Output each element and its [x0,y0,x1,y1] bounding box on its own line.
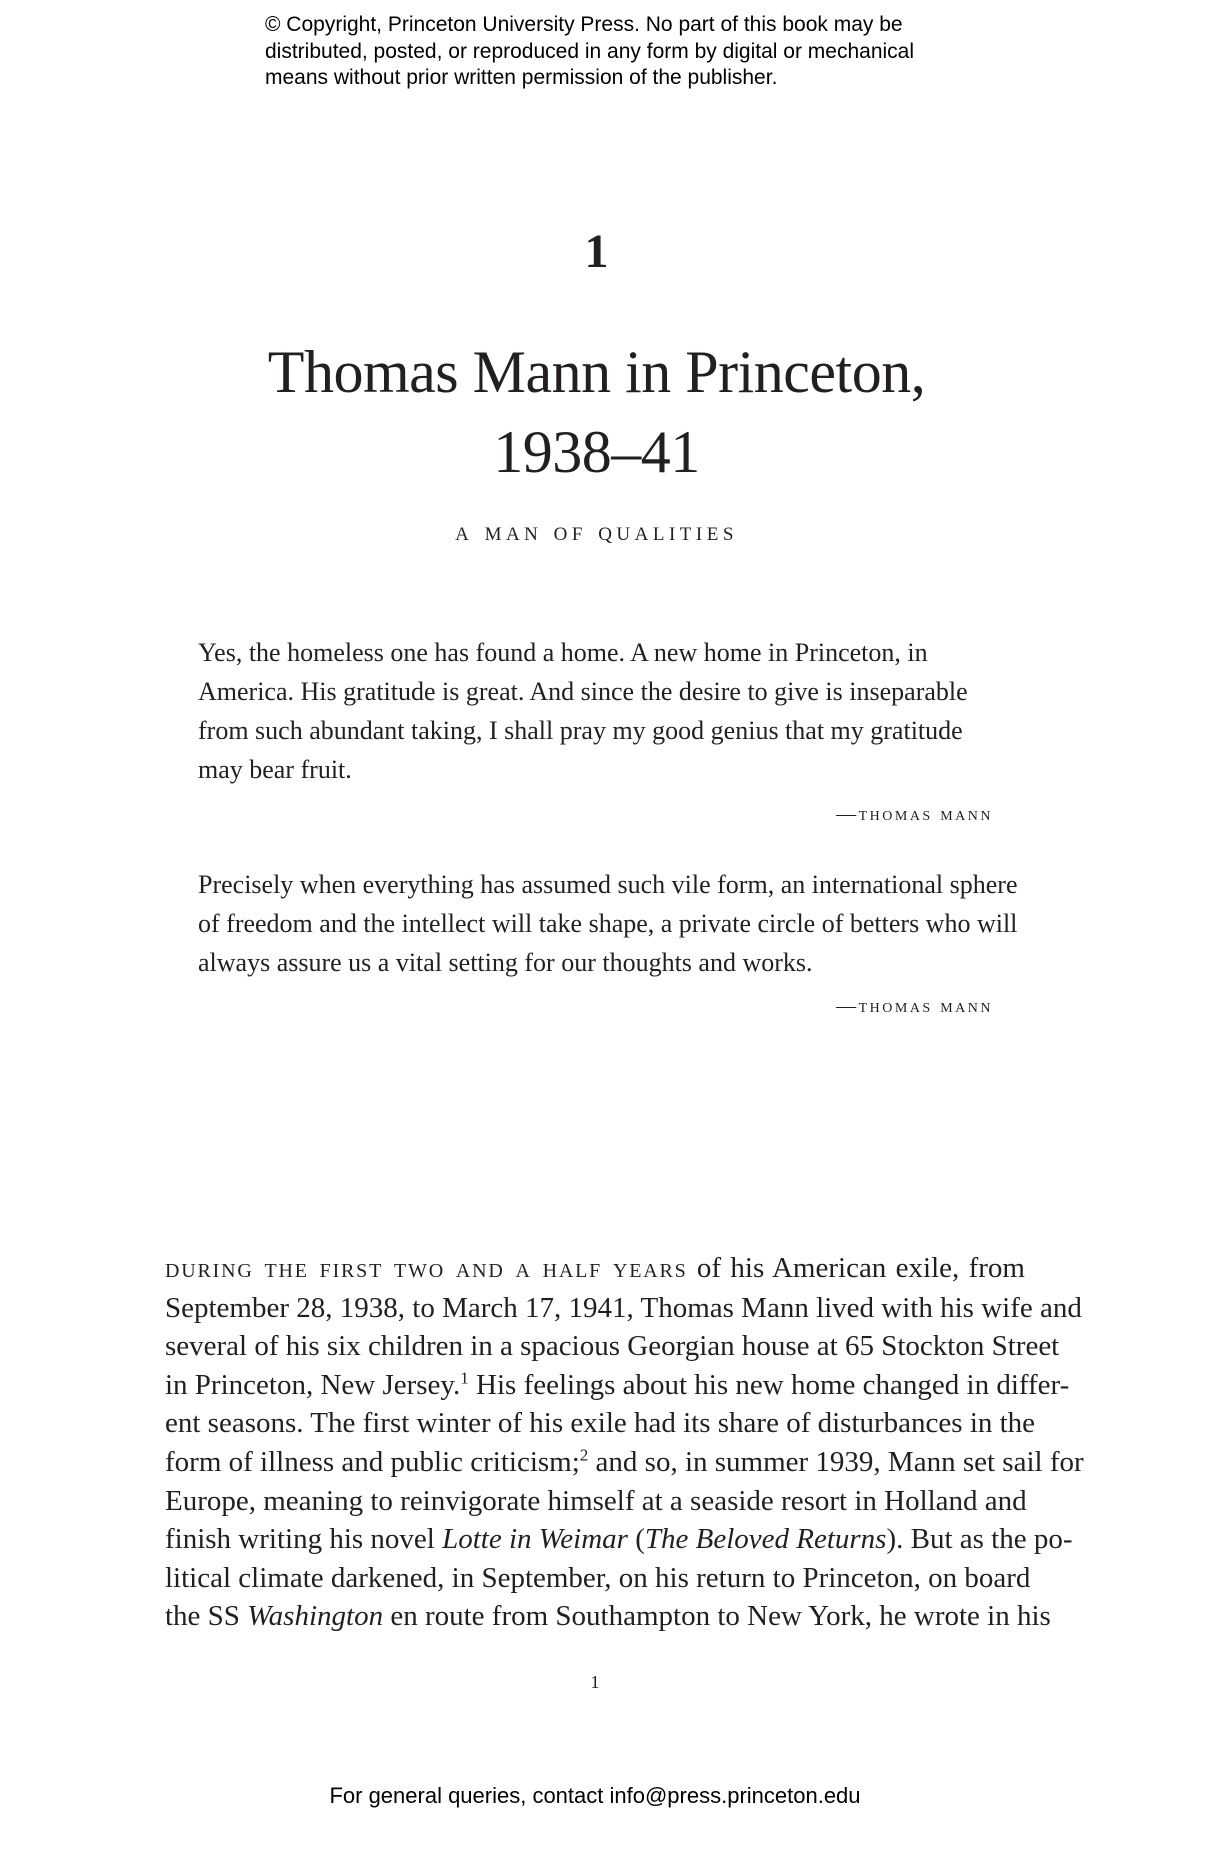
epigraph-line: from such abundant taking, I shall pray my good genius that my gratitude [198,716,963,745]
body-text-run: and so, in summer 1939, Mann set sail for [588,1445,1084,1478]
chapter-number: 1 [584,225,609,278]
epigraph-attribution [836,996,993,1016]
body-line [165,1520,1073,1559]
copyright-line: © Copyright, Princeton University Press. No part of this book may be [265,13,903,36]
body-text-run: the SS [165,1600,248,1633]
attribution-dash: — [836,995,859,1017]
body-line [165,1249,1025,1289]
chapter-title-line: 1938–41 [493,419,700,485]
attribution-author: thomas mann [858,803,993,825]
body-text-run: in Princeton, New Jersey. [165,1368,461,1401]
epigraph-line: may bear fruit. [198,755,352,784]
epigraph-line: Precisely when everything has assumed such vile form, an international sphere [198,870,1018,899]
body-text-run: ). But as the po- [886,1523,1073,1556]
body-text-run: His feelings about his new home changed in differ- [468,1368,1070,1401]
footer-contact: For general queries, contact info@press.princeton.edu [329,1783,861,1808]
body-line [165,1597,1051,1636]
chapter-subtitle: a man of qualities [455,516,738,546]
body-text-run: form of illness and public criticism; [165,1445,580,1478]
body-line [165,1366,1070,1405]
page-number: 1 [590,1672,600,1692]
body-line: September 28, 1938, to March 17, 1941, Thomas Mann lived with his wife and [165,1291,1082,1324]
epigraph-line: of freedom and the intellect will take shape, a private circle of betters who will [198,909,1018,938]
body-line: several of his six children in a spacious Georgian house at 65 Stockton Street [165,1330,1060,1363]
epigraph-quote [198,633,1018,789]
epigraph-line: America. His gratitude is great. And since the desire to give is inseparable [198,677,968,706]
body-line: Europe, meaning to reinvigorate himself at a seaside resort in Holland and [165,1484,1027,1517]
epigraph-line: Yes, the homeless one has found a home. A new home in Princeton, in [198,638,928,667]
body-text-run: of his American exile, from [687,1252,1025,1284]
translated-title: The Beloved Returns [644,1523,887,1556]
body-text-run: ( [627,1523,645,1556]
body-text-run: finish writing his novel [165,1523,443,1556]
footnote-reference[interactable]: 2 [579,1445,589,1465]
novel-title: Lotte in Weimar [442,1523,628,1556]
ship-name: Washington [247,1600,384,1633]
body-paragraph [165,1249,1084,1636]
body-text-run: en route from Southampton to New York, he wrote in his [383,1600,1051,1633]
attribution-dash: — [836,803,859,825]
copyright-notice [265,12,1025,92]
lead-in-small-caps: during the first two and a half years [165,1253,688,1284]
copyright-line: distributed, posted, or reproduced in any form by digital or mechanical [265,39,915,63]
copyright-line: means without prior written permission of the publisher. [265,66,778,89]
chapter-title-line: Thomas Mann in Princeton, [267,339,926,405]
epigraph-attribution [836,804,993,824]
body-line: ent seasons. The first winter of his exile had its share of disturbances in the [165,1407,1036,1440]
body-line: litical climate darkened, in September, on his return to Princeton, on board [165,1561,1031,1594]
attribution-author: thomas mann [858,995,993,1017]
chapter-title [0,332,1193,492]
footnote-reference[interactable]: 1 [460,1368,469,1388]
epigraph-quote [198,865,1018,982]
epigraph-line: always assure us a vital setting for our thoughts and works. [198,948,813,977]
body-line [165,1443,1084,1482]
